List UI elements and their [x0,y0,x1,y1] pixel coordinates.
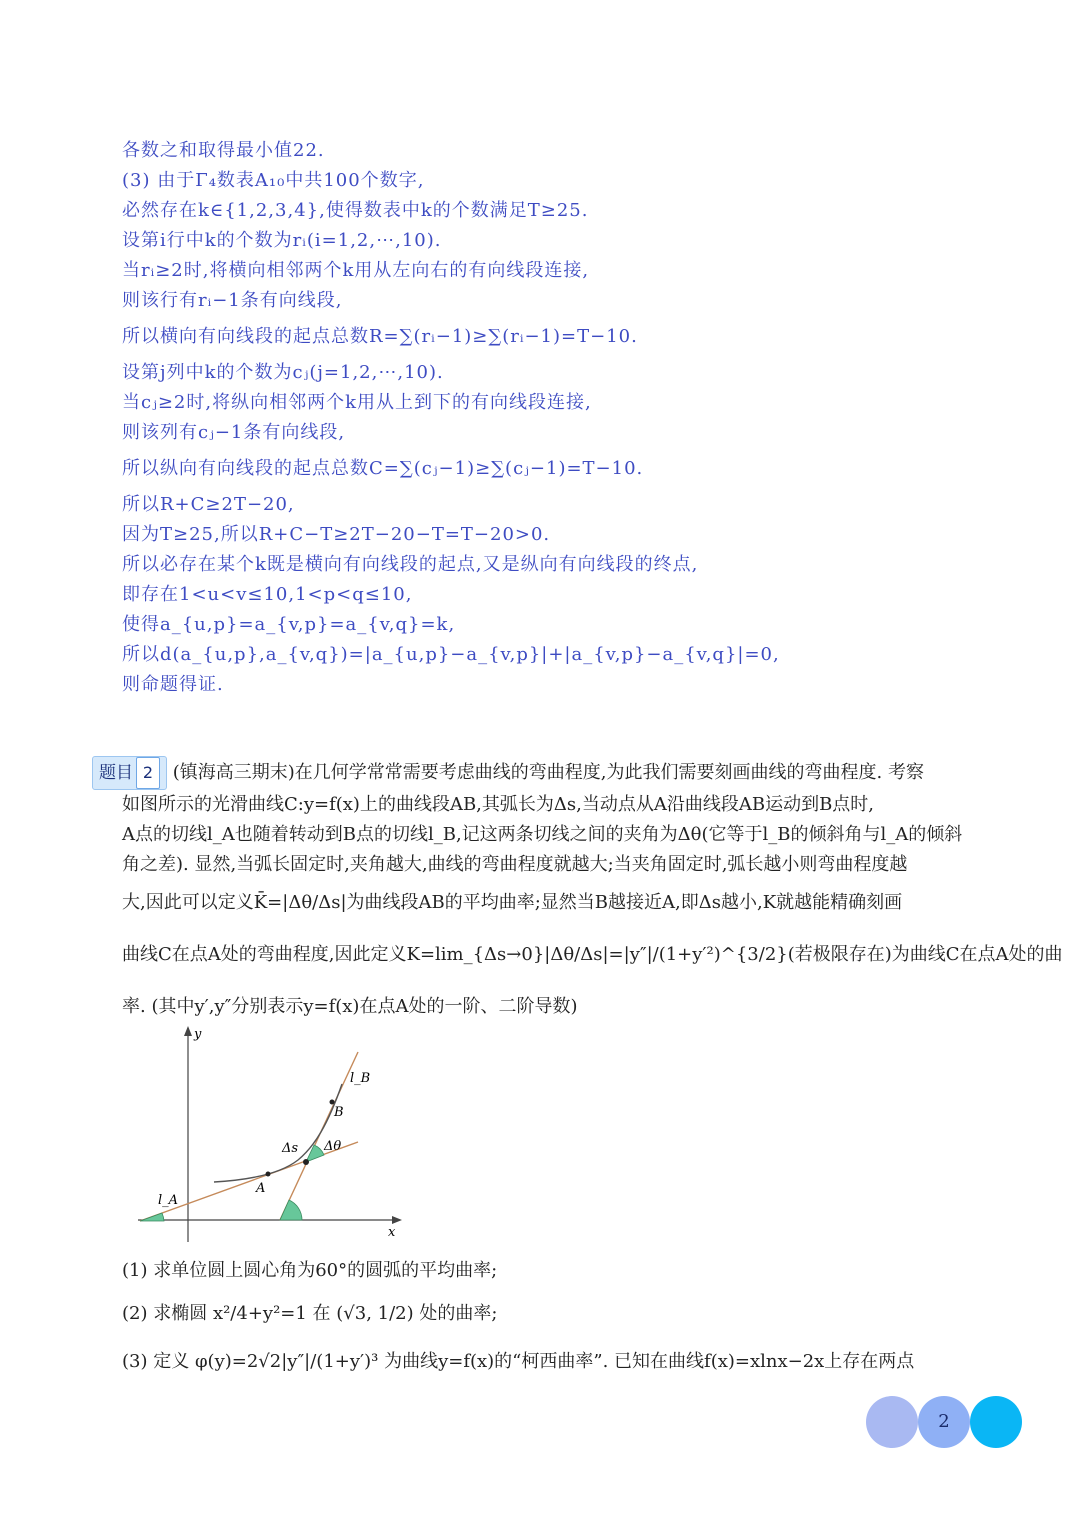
solution-line: 则该列有cⱼ−1条有向线段, [122,422,346,443]
question-2: (2) 求椭圆 x²/4+y²=1 在 (√3, 1/2) 处的曲率; [122,1303,498,1324]
solution-line: 当cⱼ≥2时,将纵向相邻两个k用从上到下的有向线段连接, [122,392,592,413]
solution-line: (3) 由于Γ₄数表A₁₀中共100个数字, [122,170,425,191]
badge-circle-left [866,1396,918,1448]
problem-line [92,756,992,790]
questions-block [122,1256,1002,1390]
solution-line: 必然存在k∈{1,2,3,4},使得数表中k的个数满足T≥25. [122,200,589,221]
point-b [330,1100,335,1105]
solution-line: 即存在1<u<v≤10,1<p<q≤10, [122,584,413,605]
solution-line: 则该行有rᵢ−1条有向线段, [122,290,343,311]
solution-line: 所以R+C≥2T−20, [122,494,295,515]
solution-line: 所以必存在某个k既是横向有向线段的起点,又是纵向有向线段的终点, [122,554,699,575]
page-number: 2 [938,1411,950,1432]
problem-line: 曲线C在点A处的弯曲程度,因此定义K=lim_{Δs→0}|Δθ/Δs|=|y″|/(1+y′²)^{3/2}(若极限存在)为曲线C在点A处的曲 [122,944,1063,965]
solution-line: 所以纵向有向线段的起点总数C=∑(cⱼ−1)≥∑(cⱼ−1)=T−10. [122,458,644,479]
problem-line: 如图所示的光滑曲线C:y=f(x)上的曲线段AB,其弧长为Δs,当动点从A沿曲线段AB运动到B点时, [122,794,875,815]
problem-tag [92,756,167,790]
lb-label: l_B [350,1071,371,1086]
x-axis-arrow-icon [392,1216,402,1224]
y-axis-arrow-icon [184,1026,192,1036]
problem-line: 大,因此可以定义K̄=|Δθ/Δs|为曲线段AB的平均曲率;显然当B越接近A,即Δs越小,K就越能精确刻画 [122,892,903,913]
la-label: l_A [158,1193,179,1208]
question-3: (3) 定义 φ(y)=2√2|y″|/(1+y′)³ 为曲线y=f(x)的“柯西曲率”. 已知在曲线f(x)=xlnx−2x上存在两点 [122,1351,915,1372]
problem-block [92,756,1063,1030]
angle-marker-delta [306,1145,324,1162]
curve-path [214,1084,342,1182]
solution-line: 则命题得证. [122,674,224,695]
solution-line: 设第i行中k的个数为rᵢ(i=1,2,⋯,10). [122,230,442,251]
x-axis-label: x [388,1225,396,1240]
point-intersection [303,1159,309,1165]
solution-line: 所以d(a_{u,p},a_{v,q})=|a_{u,p}−a_{v,p}|+|a_{v,p}−a_{v,q}|=0, [122,644,780,665]
solution-line: 当rᵢ≥2时,将横向相邻两个k用从左向右的有向线段连接, [122,260,590,281]
delta-theta-label: Δθ [324,1139,342,1154]
curvature-figure [130,1024,410,1254]
y-axis-label: y [194,1027,202,1042]
solution-line: 所以横向有向线段的起点总数R=∑(rᵢ−1)≥∑(rᵢ−1)=T−10. [122,326,638,347]
page-number-badge [866,1396,1022,1450]
solution-line: 设第j列中k的个数为cⱼ(j=1,2,⋯,10). [122,362,444,383]
angle-marker-a [140,1213,164,1221]
problem-line: A点的切线l_A也随着转动到B点的切线l_B,记这两条切线之间的夹角为Δθ(它等于l_B的倾斜角与l_A的倾斜 [122,824,963,845]
b-label: B [334,1105,344,1120]
problem-text: (镇海高三期末)在几何学常常需要考虑曲线的弯曲程度,为此我们需要刻画曲线的弯曲程度. 考察 [172,762,924,783]
delta-s-label: Δs [282,1141,299,1156]
solution-line: 因为T≥25,所以R+C−T≥2T−20−T=T−20>0. [122,524,551,545]
curvature-diagram [130,1024,410,1254]
problem-line: 率. (其中y′,y″分别表示y=f(x)在点A处的一阶、二阶导数) [122,996,578,1017]
solution-block [122,136,982,700]
question-1: (1) 求单位圆上圆心角为60°的圆弧的平均曲率; [122,1260,498,1281]
problem-tag-number: 2 [136,757,160,789]
solution-line: 各数之和取得最小值22. [122,140,325,161]
badge-circle-right [970,1396,1022,1448]
a-label: A [256,1181,266,1196]
problem-tag-label: 题目 [99,763,133,783]
solution-line: 使得a_{u,p}=a_{v,p}=a_{v,q}=k, [122,614,456,635]
angle-marker-b [280,1200,302,1220]
problem-line: 角之差). 显然,当弧长固定时,夹角越大,曲线的弯曲程度就越大;当夹角固定时,弧长越小则弯曲程度越 [122,854,908,875]
point-a [266,1172,271,1177]
